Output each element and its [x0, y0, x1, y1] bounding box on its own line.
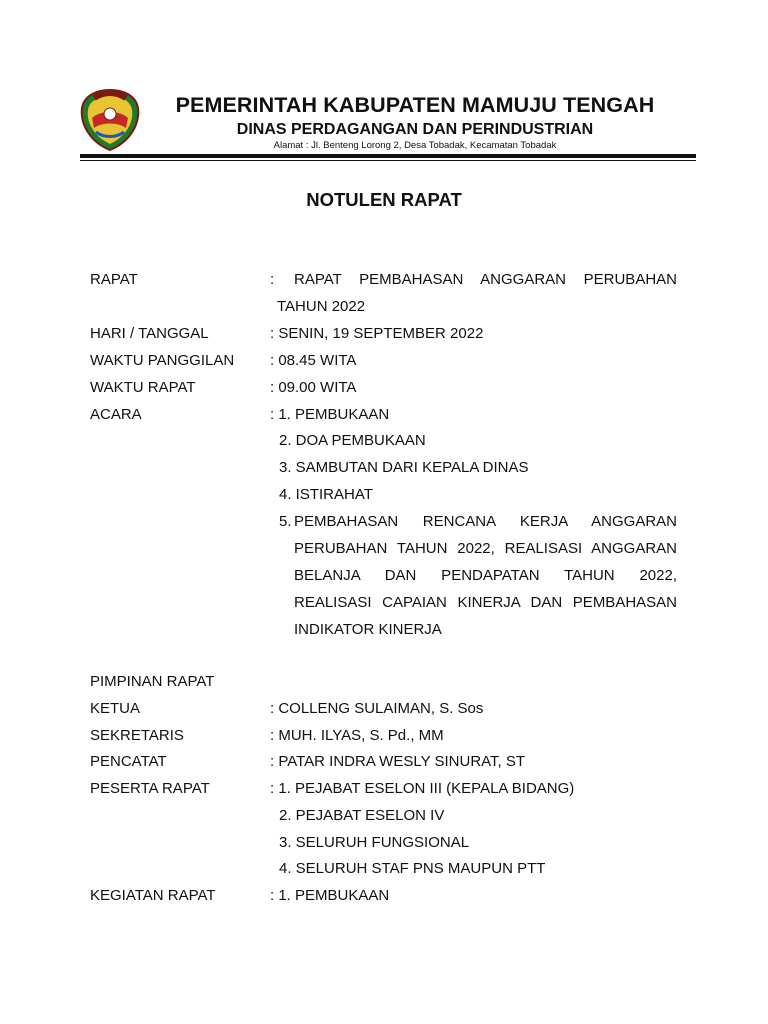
- regency-emblem-logo: [80, 88, 140, 152]
- meeting-colon: :: [270, 271, 275, 288]
- agenda-item-5-line-5: INDIKATOR KINERJA: [294, 621, 442, 638]
- agenda-item-1: : 1. PEMBUKAAN: [270, 406, 390, 423]
- notetaker-label: PENCATAT: [90, 753, 167, 770]
- agenda-item-3: 3. SAMBUTAN DARI KEPALA DINAS: [279, 459, 529, 476]
- agenda-item-5-line-4: REALISASI CAPAIAN KINERJA DAN PEMBAHASAN: [294, 594, 677, 611]
- agenda-item-5-line-2: PERUBAHAN TAHUN 2022, REALISASI ANGGARAN: [294, 540, 677, 557]
- meeting-topic-line-1: RAPAT PEMBAHASAN ANGGARAN PERUBAHAN: [294, 271, 677, 288]
- chair-label: KETUA: [90, 700, 141, 717]
- activities-label: KEGIATAN RAPAT: [90, 887, 216, 904]
- call-time-label: WAKTU PANGGILAN: [90, 352, 235, 369]
- meeting-time-label: WAKTU RAPAT: [90, 379, 196, 396]
- agenda-item-5-line-1: PEMBAHASAN RENCANA KERJA ANGGARAN: [294, 513, 677, 530]
- participants-item-1: : 1. PEJABAT ESELON III (KEPALA BIDANG): [270, 780, 575, 797]
- agency-name: DINAS PERDAGANGAN DAN PERINDUSTRIAN: [236, 121, 594, 138]
- agenda-item-5-number: 5.: [279, 513, 292, 530]
- letterhead-rule-thick: [80, 154, 696, 158]
- meeting-label: RAPAT: [90, 271, 138, 288]
- participants-label: PESERTA RAPAT: [90, 780, 210, 797]
- participants-item-4: 4. SELURUH STAF PNS MAUPUN PTT: [279, 860, 546, 877]
- chair-value: : COLLENG SULAIMAN, S. Sos: [270, 700, 484, 717]
- participants-item-3: 3. SELURUH FUNGSIONAL: [279, 834, 470, 851]
- date-value: : SENIN, 19 SEPTEMBER 2022: [270, 325, 484, 342]
- meeting-time-value: : 09.00 WITA: [270, 379, 357, 396]
- date-label: HARI / TANGGAL: [90, 325, 209, 342]
- call-time-value: : 08.45 WITA: [270, 352, 357, 369]
- leadership-section-label: PIMPINAN RAPAT: [90, 673, 215, 690]
- meeting-topic-line-2: TAHUN 2022: [277, 298, 366, 315]
- secretary-value: : MUH. ILYAS, S. Pd., MM: [270, 727, 444, 744]
- agency-address: Alamat : Jl. Benteng Lorong 2, Desa Tobadak, Kecamatan Tobadak: [273, 140, 557, 151]
- secretary-label: SEKRETARIS: [90, 727, 184, 744]
- activities-item-1: : 1. PEMBUKAAN: [270, 887, 390, 904]
- document-title: NOTULEN RAPAT: [306, 189, 462, 210]
- government-name: PEMERINTAH KABUPATEN MAMUJU TENGAH: [175, 93, 655, 117]
- agenda-label: ACARA: [90, 406, 142, 423]
- letterhead-rule-thin: [80, 160, 696, 161]
- agenda-item-2: 2. DOA PEMBUKAAN: [279, 432, 426, 449]
- participants-item-2: 2. PEJABAT ESELON IV: [279, 807, 445, 824]
- agenda-item-4: 4. ISTIRAHAT: [279, 486, 373, 503]
- notetaker-value: : PATAR INDRA WESLY SINURAT, ST: [270, 753, 526, 770]
- agenda-item-5-line-3: BELANJA DAN PENDAPATAN TAHUN 2022,: [294, 567, 677, 584]
